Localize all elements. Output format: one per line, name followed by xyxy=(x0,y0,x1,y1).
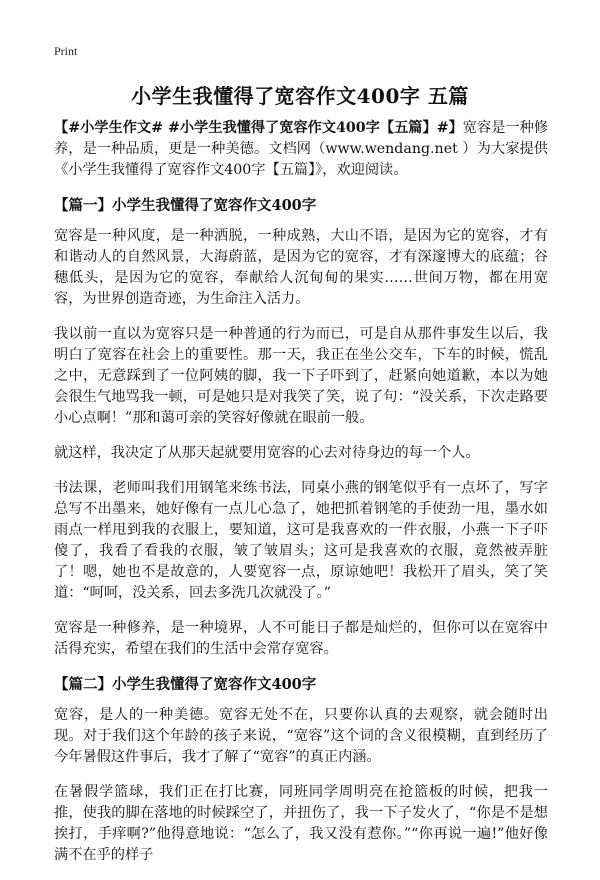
paragraph: 书法课，老师叫我们用钢笔来练书法，同桌小燕的钢笔似乎有一点坏了，写字总写不出墨来，她好像有一点儿心急了，她把抓着钢笔的手使劲一甩，墨水如雨点一样甩到我的衣服上，要知道，这可是我喜欢的一件衣服，小燕一下子吓傻了，我看了看我的衣服，皱了皱眉头；这可是我喜欢的衣服，竟然被弄脏了！嗯，她也不是故意的，人要宽容一点，原谅她吧！我松开了眉头，笑了笑道：“呵呵，没关系，回去多洗几次就没了。” xyxy=(54,480,548,601)
intro-paragraph xyxy=(54,118,548,181)
document-body xyxy=(54,118,548,880)
page-title: 小学生我懂得了宽容作文400字 五篇 xyxy=(131,84,469,108)
print-label: Print xyxy=(54,44,78,58)
paragraph: 宽容，是人的一种美德。宽容无处不在，只要你认真的去观察，就会随时出现。对于我们这个年龄的孩子来说，“宽容”这个词的含义很模糊，直到经历了今年暑假这件事后，我才了解了“宽容”的真正内涵。 xyxy=(54,707,548,765)
section-heading-2: 【篇二】小学生我懂得了宽容作文400字 xyxy=(54,676,317,693)
paragraph: 宽容是一种修养，是一种境界，人不可能日子都是灿烂的，但你可以在宽容中活得充实，希望在我们的生活中会常存宽容。 xyxy=(54,620,548,657)
paragraph: 在暑假学篮球，我们正在打比赛，同班同学周明亮在抢篮板的时候，把我一推，使我的脚在落地的时候踩空了，并扭伤了，我一下子发火了，“你是不是想挨打，手痒啊?”他得意地说：“怎么了，我又没有惹你。”“你再说一遍!”他好像满不在乎的样子 xyxy=(54,784,548,863)
intro-tags: 【#小学生作文# #小学生我懂得了宽容作文400字【五篇】#】 xyxy=(54,120,463,136)
paragraph: 宽容是一种风度，是一种洒脱，一种成熟，大山不语，是因为它的宽容，才有和谐动人的自然风景，大海蔚蓝，是因为它的宽容，才有深邃博大的底蕴；谷穗低头，是因为它的宽容，奉献给人沉甸甸的果实……世间万物，都在用宽容，为世界创造奇迹，为生命注入活力。 xyxy=(54,228,548,307)
intro-text: 宽容是一种修养，是一种品质，更是一种美德。文档网（www.wendang.net ）为大家提供《小学生我懂得了宽容作文400字【五篇】》，欢迎阅读。 xyxy=(54,120,548,178)
section-heading-1: 【篇一】小学生我懂得了宽容作文400字 xyxy=(54,197,317,214)
paragraph: 我以前一直以为宽容只是一种普通的行为而已，可是自从那件事发生以后，我明白了宽容在社会上的重要性。那一天，我正在坐公交车，下车的时候，慌乱之中，无意踩到了一位阿姨的脚，我一下子吓到了，赶紧向她道歉，本以为她会很生气地骂我一顿，可是她只是对我笑了笑，说了句：“没关系，下次走路要小心点啊！”那和蔼可亲的笑容好像就在眼前一般。 xyxy=(54,326,548,426)
paragraph: 就这样，我决定了从那天起就要用宽容的心去对待身边的每一个人。 xyxy=(54,445,480,461)
